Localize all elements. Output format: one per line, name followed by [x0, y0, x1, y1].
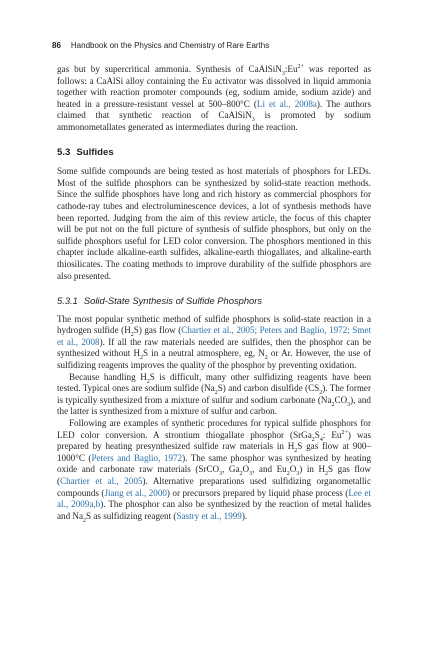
running-header: [52, 38, 382, 52]
page-number: 86: [52, 40, 61, 50]
citation-link[interactable]: Chartier et al., 2005; Peters and Baglio, 1972; Smet et al., 2008: [57, 325, 372, 347]
subsection-number: 5.3.1: [57, 295, 78, 307]
section-title: Sulfides: [76, 146, 114, 158]
section-number: 5.3: [57, 146, 71, 158]
section-heading: [57, 147, 371, 159]
citation-link[interactable]: Sastry et al., 1999: [176, 510, 242, 521]
running-title: Handbook on the Physics and Chemistry of Rare Earths: [70, 40, 270, 50]
citation-link[interactable]: Lee et al., 2009a,b: [57, 487, 371, 510]
body-text: [57, 64, 371, 522]
subsection-heading: [57, 295, 371, 307]
paragraph-nitride-continuation: gas but by supercritical ammonia. Synthesis of $CaAlSiN_3:Eu^{2+}$ was reported as follows: a CaAlSi alloy containing the Eu activator was dissolved in liquid ammonia together with reaction promoter compounds (eg, sodium amide, sodium azide) and heated in a pressure-resistant vessel at 500–800°C (Li et al., 2008a). The authors claimed that synthetic reaction of CaAlSiN$_3$ is promoted by sodium ammonometallates generated as intermediates during the reaction.: [57, 63, 371, 132]
subsection-title: Solid-State Synthesis of Sulfide Phosphors: [83, 295, 263, 307]
citation-link[interactable]: Peters and Baglio, 1972: [91, 452, 183, 463]
citation-link[interactable]: Li et al., 2008a: [256, 98, 317, 109]
citation-link[interactable]: Jiang et al., 2000: [104, 487, 167, 498]
paragraph-sulfidizing-reagents: Because handling $H_2S$ is difficult, many other sulfidizing reagents have been tested. Typical ones are sodium sulfide $(Na_2S)$ and carbon disulfide $(CS_2)$. The former is typically synthesized from a mixture of sulfur and sodium carbonate $(Na_2CO_3)$, and the latter is synthesized from a mixture of sulfur and carbon.: [57, 371, 371, 417]
paragraph-synthetic-examples: Following are examples of synthetic procedures for typical sulfide phosphors for LED color conversion. A strontium thiogallate phosphor ($SrGa_2S_4$: $Eu^{2+}$) was prepared by heating presynthesized sulfide raw materials in $H_2S$ gas flow at 900–1000°C (Peters and Baglio, 1972). The same phosphor was synthesized by heating oxide and carbonate raw materials (SrCO$_3$, $Ga_2O_3$, and $Eu_2O_3$) in $H_2S$ gas flow (Chartier et al., 2005). Alternative preparations used sulfidizing organometallic compounds (Jiang et al., 2000) or precursors prepared by liquid phase process (Lee et al., 2009a,b). The phosphor can also be synthesized by the reaction of metal halides and $Na_2S$ as sulfidizing reagent (Sastry et al., 1999).: [57, 418, 371, 524]
citation-link[interactable]: Chartier et al., 2005: [60, 476, 143, 486]
paragraph-solid-state: The most popular synthetic method of sulfide phosphors is solid-state reaction in a hydrogen sulfide $(H_2S)$ gas flow (Chartier et al., 2005; Peters and Baglio, 1972; Smet et al., 2008). If all the raw materials needed are sulfides, then the phosphor can be synthesized without $H_2S$ in a neutral atmosphere, eg, $N_2$ or Ar. However, the use of sulfidizing reagents improves the quality of the phosphor by preventing oxidation.: [57, 313, 372, 371]
paragraph-sulfides-intro: Some sulfide compounds are being tested as host materials of phosphors for LEDs. Most of the sulfide phosphors can be synthesized by solid-state reaction methods. Since the sulfide phosphors have long and rich history as commercial phosphors for cathode-ray tubes and electroluminescence devices, a lot of synthesis methods have been reported. Judging from the aim of this review article, the focus of this chapter will be put not on the full picture of synthesis of sulfide phosphors, but only on the sulfide phosphors useful for LED color conversion. The phosphors mentioned in this chapter include alkaline-earth sulfides, alkaline-earth thiogallates, and alkaline-earth thiosilicates. The coating methods to improve durability of the sulfide phosphors are also presented.: [57, 166, 371, 281]
